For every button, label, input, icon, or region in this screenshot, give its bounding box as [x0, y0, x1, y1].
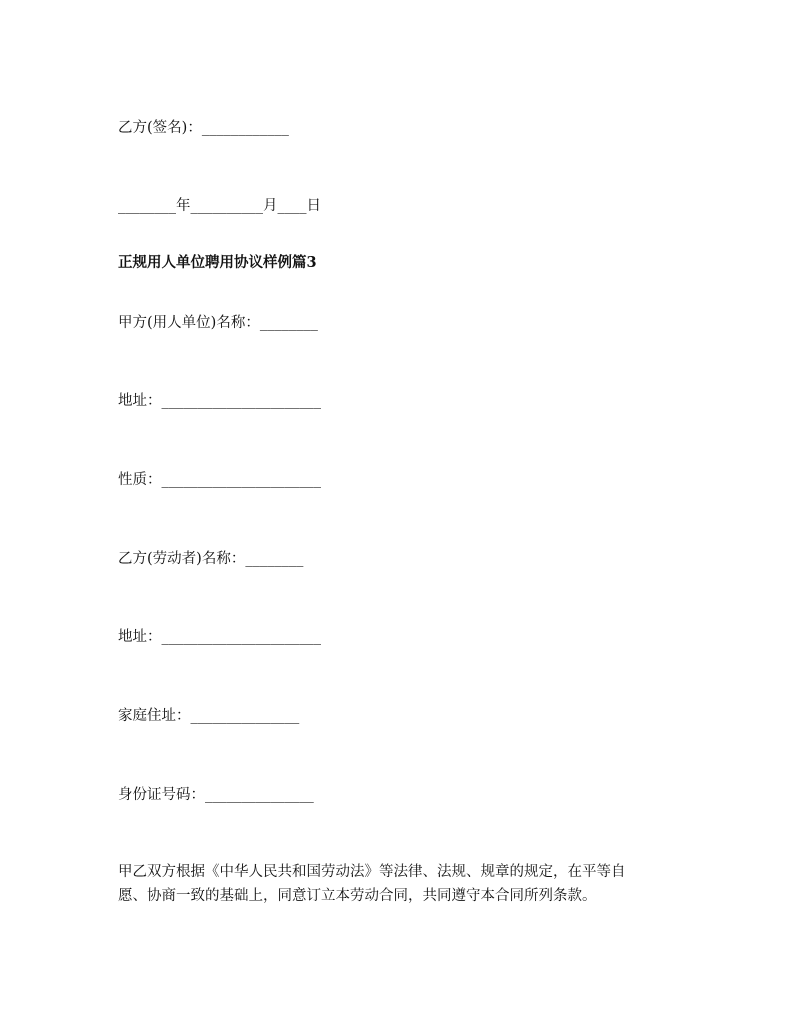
party-b-address-field: 地址：______________________: [118, 629, 321, 645]
party-b-signature-line: 乙方(签名)：____________: [118, 120, 289, 136]
party-a-name-field: 甲方(用人单位)名称：________: [118, 315, 318, 331]
party-a-nature-field: 性质：______________________: [118, 472, 321, 488]
home-address-field: 家庭住址：_______________: [118, 708, 300, 724]
date-line: ________年__________月____日: [118, 198, 321, 214]
id-number-field: 身份证号码：_______________: [118, 787, 314, 803]
section-heading: 正规用人单位聘用协议样例篇3: [118, 254, 317, 271]
party-a-address-field: 地址：______________________: [118, 393, 321, 409]
agreement-paragraph: [118, 860, 678, 908]
paragraph-line-1: 甲乙双方根据《中华人民共和国劳动法》等法律、法规、规章的规定，在平等自: [118, 864, 626, 880]
party-b-name-field: 乙方(劳动者)名称：________: [118, 551, 304, 567]
paragraph-line-2: 愿、协商一致的基础上，同意订立本劳动合同，共同遵守本合同所列条款。: [118, 888, 597, 904]
